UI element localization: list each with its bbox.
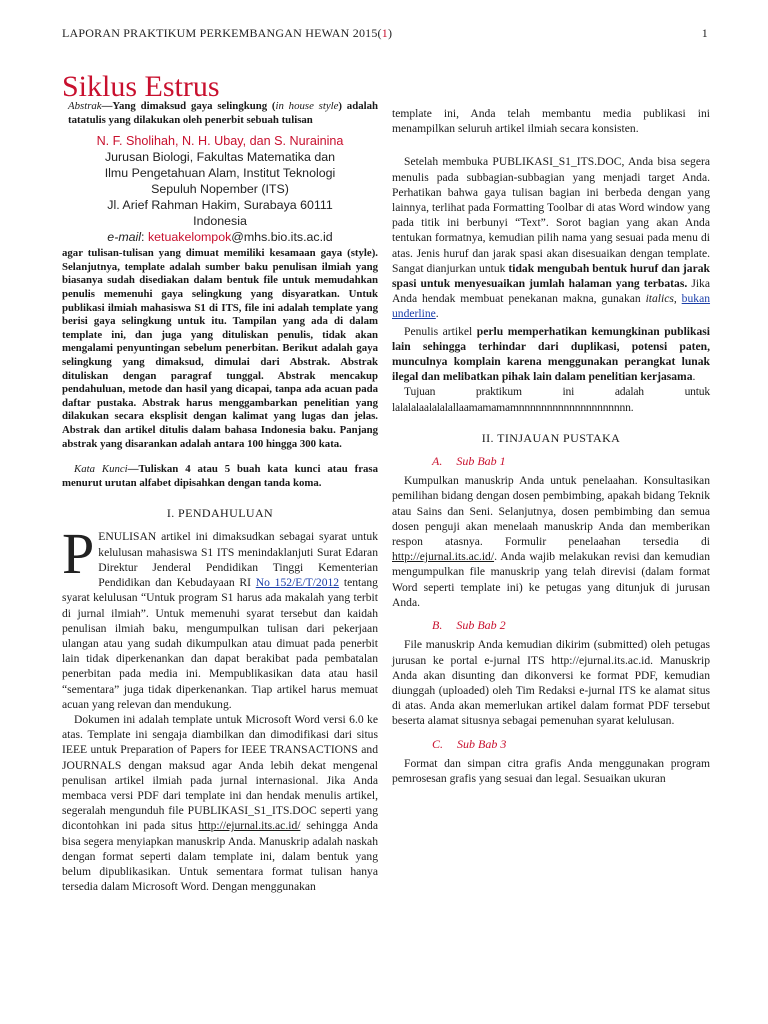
author-block xyxy=(62,133,378,245)
affiliation-line-2: Ilmu Pengetahuan Alam, Institut Teknologi xyxy=(104,166,336,181)
running-title: LAPORAN PRAKTIKUM PERKEMBANGAN HEWAN 2015(1) xyxy=(62,26,393,40)
affiliation-line-3: Sepuluh Nopember (ITS) xyxy=(151,182,289,197)
subheading-a: A. Sub Bab 1 xyxy=(432,454,506,469)
right-column xyxy=(392,106,710,786)
regulation-link[interactable]: No 152/E/T/2012 xyxy=(255,576,340,590)
intro-paragraph-1: PENULISAN artikel ini dimaksudkan sebagai syarat untuk kelulusan mahasiswa S1 ITS menindaklanjuti Surat Edaran Direktur Jenderal Pendidikan Tinggi Kementerian Pendidikan dan Kebudayaan RI No 152/E/T/2012 tentang syarat kelulusan “Untuk program S1 harus ada makalah yang terbit di jurnal ilmiah”. Untuk memenuhi syarat tersebut dan kaidah penulisan ilmiah baku, mengumpulkan tulisan dari pekerjaan ulangan atau yang sudah dikumpulkan atau dimuat pada penerbit lain tidak diperkenankan dan dapat berakibat pada pembatalan penerbitan pada media ini. Mempublikasikan data atau hasil “sementara” juga tidak diperkenankan. Tiap artikel harus memuat acuan yang relevan dan mendukung. xyxy=(62,521,378,711)
paper-title: Siklus Estrus xyxy=(62,70,220,103)
author-names: N. F. Sholihah, N. H. Ubay, dan S. Nurainina xyxy=(96,134,344,149)
ejurnal-link-2[interactable]: http://ejurnal.its.ac.id/ xyxy=(392,550,495,564)
page-number: 1 xyxy=(701,26,708,40)
intro-paragraph-2: Dokumen ini adalah template untuk Microsoft Word versi 6.0 ke atas. Template ini sengaja diambilkan dan dimodifikasi dari situs IEEE untuk Preparation of Papers for IEEE TRANSACTIONS and JOURNALS dengan maksud agar Anda lebih dekat mengenal penulisan artikel ilmiah pada jurnal internasional. Jika Anda membaca versi PDF dari template ini dan hendak menulis artikel, segeralah mengunduh file PUBLIKASI_S1_ITS.DOC seperti yang dicontohkan ini pada situs http://ejurnal.its.ac.id/ sehingga Anda bisa segera menyiapkan manuskrip Anda. Manuskrip adalah naskah dengan format seperti dalam template ini, dalam bentuk yang belum dipublikasikan. Untuk sementara format tulisan hanya tersedia dalam Microsoft Word. Dengan menggunakan xyxy=(62,712,378,894)
abstract-lead: Abstrak—Yang dimaksud gaya selingkung (in house style) adalah tatatulis yang dilakukan oleh penerbit sebuah tulisan xyxy=(68,100,378,126)
subsection-a-paragraph: Kumpulkan manuskrip Anda untuk penelaahan. Konsultasikan pemilihan bidang dengan dosen pembimbing, apakah bidang Teknik atau Sains dan Seni. Selanjutnya, dosen pembimbing dan semua dosen penguji akan menelaah manuskrip Anda dan memberikan respon atasnya. Formulir penelaahan tersedia di http://ejurnal.its.ac.id/. Anda wajib melakukan revisi dan kemudian mengumpulkan file manuskrip yang telah direvisi (dalam format Word seperti template ini) ke petugas yang ditunjuk di jurusan Anda. xyxy=(392,474,710,609)
running-header xyxy=(62,26,708,44)
objective-paragraph: Tujuan praktikum ini adalah untuk lalalalaalalalallaamamamamnnnnnnnnnnnnnnnnnnnn. xyxy=(392,385,710,414)
subheading-b: B. Sub Bab 2 xyxy=(432,618,506,633)
continued-paragraph: template ini, Anda telah membantu media publikasi ini menampilkan seluruh artikel ilmiah secara konsisten. xyxy=(392,107,710,136)
country-line: Indonesia xyxy=(193,214,247,229)
ejurnal-link[interactable]: http://ejurnal.its.ac.id/ xyxy=(198,819,301,833)
address-line: Jl. Arief Rahman Hakim, Surabaya 60111 xyxy=(107,198,333,213)
dropcap-letter: P xyxy=(62,521,95,587)
keywords: Kata Kunci—Tuliskan 4 atau 5 buah kata kunci atau frasa menurut urutan alfabet dipisahkan dengan tanda koma. xyxy=(62,463,378,489)
body-paragraph-3: Setelah membuka PUBLIKASI_S1_ITS.DOC, Anda bisa segera menulis pada subbagian-subbagian yang menjadi target Anda. Perhatikan bahwa gaya tulisan bagian ini berbeda dengan yang lainnya, terlihat pada Formatting Toolbar di atas Word window yang pada titik ini berbunyi “Text”. Sorot bagian yang akan Anda tentukan formatnya, kemudian pilih nama yang sesuai pada menu di atas. Jenis huruf dan jarak spasi akan disesuaikan dengan template. Sangat dianjurkan untuk tidak mengubah bentuk huruf dan jarak spasi untuk menyesuaikan jumlah halaman yang terbatas. Jika Anda hendak membuat penekanan makna, gunakan italics, bukan underline. xyxy=(392,155,711,321)
section-heading-pendahuluan: I. PENDAHULUAN xyxy=(166,506,274,521)
section-heading-tinjauan: II. TINJAUAN PUSTAKA xyxy=(481,430,621,445)
abstract-body: agar tulisan-tulisan yang dimuat memiliki kesamaan gaya (style). Selanjutnya, template adalah sumber baku penulisan ilmiah yang biasanya sudah disediakan dalam bentuk file untuk memudahkan penulis memenuhi gaya selingkung yang disyaratkan. Untuk publikasi ilmiah mahasiswa S1 di ITS, file ini adalah template yang berisi gaya selingkung untuk itu. Tampilan yang ada di dalam template ini, dan juga yang dituliskan penulis, tidak akan mengalami penyuntingan sebelum penerbitan. Berikut adalah gaya selingkung yang dimaksud, dimulai dari Abstrak. Abstrak dituliskan dengan paragraf tunggal. Abstrak mencakup pendahuluan, metode dan hasil yang dicapai, tanpa ada acuan pada daftar pustaka. Abstrak harus menggambarkan penelitian yang dilakukan secara eksplisit dengan kalimat yang lugas dan jelas. Abstrak dan artikel ditulis dalam bahasa Indonesia baku. Panjang abstrak yang disarankan adalah antara 100 hingga 300 kata. xyxy=(62,247,378,450)
subsection-c-paragraph: Format dan simpan citra grafis Anda menggunakan program pemrosesan grafis yang sesuai dan legal. Sesuaikan ukuran xyxy=(392,756,710,785)
body-paragraph-4: Penulis artikel perlu memperhatikan kemungkinan publikasi lain sehingga terhindar dari duplikasi, potensi paten, munculnya komplain karena menggunakan perangkat lunak ilegal dan melibatkan pihak lain dalam penelitian kerjasama. xyxy=(392,324,710,384)
left-column xyxy=(62,100,378,894)
subsection-b-paragraph: File manuskrip Anda kemudian dikirim (submitted) oleh petugas jurusan ke portal e-jurnal ITS http://ejurnal.its.ac.id. Manuskrip Anda akan disunting dan dikonversi ke format PDF, kemudian diunggah (uploaded) oleh Tim Redaksi e-jurnal ITS ke alamat situs di atas. Anda akan memerlukan artikel dalam format PDF tersebut beserta alamat situsnya sebagai pemenuhan syarat kelulusan. xyxy=(392,638,710,728)
email-line: e-mail: ketuakelompok@mhs.bio.its.ac.id xyxy=(107,230,333,245)
affiliation-line-1: Jurusan Biologi, Fakultas Matematika dan xyxy=(104,150,336,165)
subheading-c: C. Sub Bab 3 xyxy=(432,736,507,751)
